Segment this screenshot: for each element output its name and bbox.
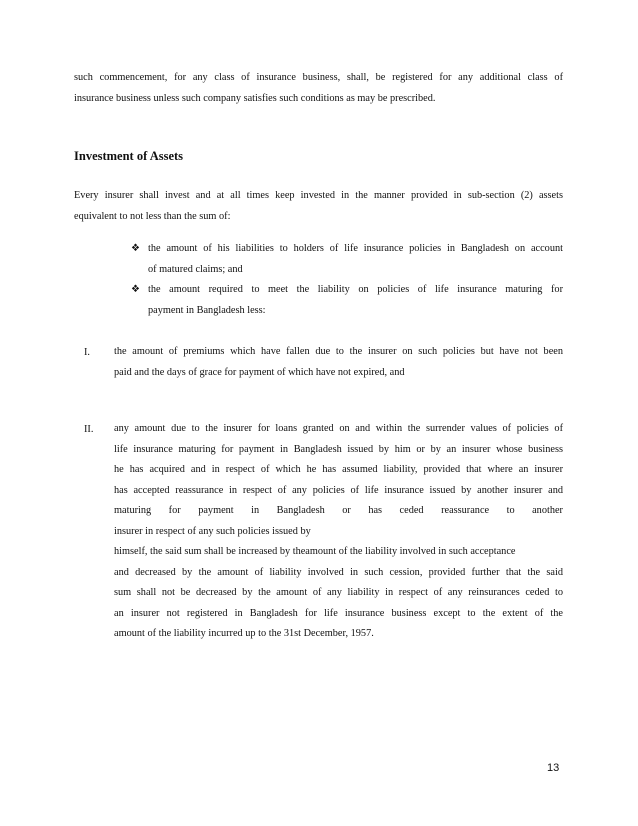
body-line-1: Every insurer shall invest and at all times keep invested in the manner provided in sub-section (2) assets (74, 190, 563, 201)
item-numeral: II. (84, 424, 94, 435)
item-numeral: I. (84, 347, 91, 358)
item-2-line: maturing for payment in Bangladesh or has ceded reassurance to another (114, 505, 563, 516)
intro-line-1: such commencement, for any class of insurance business, shall, be registered for any additional class of (74, 72, 563, 83)
item-1-line: paid and the days of grace for payment of which have not expired, and (114, 366, 405, 378)
item-2-line: an insurer not registered in Bangladesh for life insurance business except to the extent of the (114, 607, 563, 619)
intro-paragraph (74, 67, 563, 109)
item-2-line: life insurance maturing for payment in Bangladesh issued by him or by an insurer whose business (114, 443, 563, 455)
diamond-bullet-icon: ❖ (131, 284, 140, 295)
item-2-line: has accepted reassurance in respect of any policies of life insurance issued by another insurer and (114, 484, 563, 496)
item-2-line: any amount due to the insurer for loans granted on and within the surrender values of policies of (114, 423, 563, 434)
item-2-line: himself, the said sum shall be increased by theamount of the liability involved in such acceptance (114, 546, 516, 557)
numbered-item (114, 419, 563, 645)
item-1-line: the amount of premiums which have fallen due to the insurer on such policies but have not been (114, 346, 563, 357)
bullet-2-line-2: payment in Bangladesh less: (148, 305, 266, 316)
numbered-item (114, 342, 563, 383)
item-2-line: and decreased by the amount of liability involved in such cession, provided further that the said (114, 566, 563, 578)
intro-line-2: insurance business unless such company satisfies such conditions as may be prescribed. (74, 93, 436, 104)
diamond-bullet-icon: ❖ (131, 243, 140, 254)
bullet-item (131, 279, 563, 321)
page-number: 13 (547, 762, 560, 774)
body-line-2: equivalent to not less than the sum of: (74, 211, 231, 222)
item-2-line: amount of the liability incurred up to the 31st December, 1957. (114, 628, 374, 639)
bullet-item (131, 238, 563, 280)
item-2-line: insurer in respect of any such policies issued by (114, 525, 311, 537)
bullet-2-line-1: the amount required to meet the liability on policies of life insurance maturing for (148, 284, 563, 295)
item-2-line: he has acquired and in respect of which he has assumed liability, provided that where an insurer (114, 464, 563, 475)
bullet-1-line-1: the amount of his liabilities to holders of life insurance policies in Bangladesh on account (148, 243, 563, 254)
bullet-1-line-2: of matured claims; and (148, 264, 243, 275)
body-paragraph (74, 185, 563, 227)
section-heading: Investment of Assets (74, 149, 184, 163)
item-2-line: sum shall not be decreased by the amount of any liability in respect of any reinsurances ceded to (114, 587, 563, 598)
